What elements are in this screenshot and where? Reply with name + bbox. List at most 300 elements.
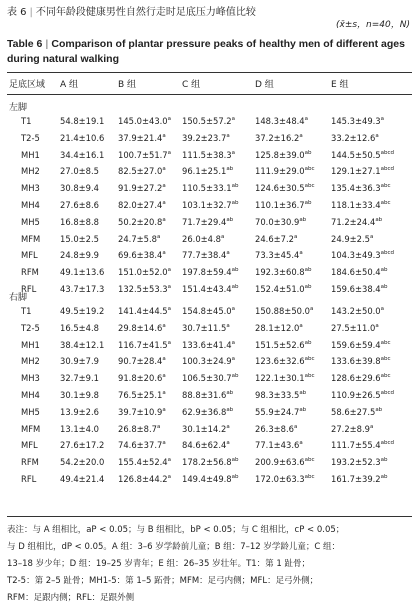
significance-superscript: a [231,149,236,156]
cell-text: 28.1±12.0 [255,322,300,333]
cell-text: 116.7±41.5 [118,339,168,350]
significance-superscript: ab [231,457,239,464]
cell-text: 91.9±27.2 [118,183,163,194]
value-cell [60,424,99,434]
cell-text: 103.1±32.7 [182,200,232,210]
value-cell [255,250,303,260]
value-cell [255,373,315,383]
significance-superscript: a [167,284,172,290]
stats-label: (x̄±s，n=40，N) [335,20,410,30]
significance-superscript: ab [375,216,383,223]
value-cell [182,234,224,244]
cell-text: 100.3±24.9 [182,356,232,367]
value-cell [118,166,166,176]
value-cell [255,440,303,450]
significance-superscript: a [162,216,166,223]
cell-text: 148.3±48.4 [255,116,305,126]
cell-text: 111.9±29.0 [255,166,305,177]
value-cell [182,166,233,176]
cell-text: 110.9±26.5 [331,390,381,400]
cell-text: RFM [21,457,39,468]
cell-text: 110.5±33.1 [182,183,232,194]
table-row [0,323,418,338]
cell-text: 88.8±31.6 [182,390,227,400]
value-cell [255,183,315,193]
value-cell [182,474,239,484]
significance-superscript: a [375,132,379,139]
region-cell [21,200,40,210]
significance-superscript: a [231,339,236,346]
cell-text: MH4 [21,200,40,210]
group-label-left-foot: 左脚 [9,103,28,113]
value-cell [60,150,104,160]
cell-text: 30.1±14.2 [182,423,227,434]
cell-text: 73.3±45.4 [255,250,300,261]
significance-superscript: ab [380,284,388,290]
value-cell [118,267,171,277]
cell-text: 151.0±52.0 [118,267,168,278]
significance-superscript: a [167,306,172,312]
cell-text: 16.8±8.8 [60,216,99,227]
significance-superscript: ab [380,267,388,274]
cell-text: 124.6±30.5 [255,183,305,194]
value-cell [331,166,394,176]
value-cell [118,424,160,434]
significance-superscript: abcd [380,250,395,257]
cell-text: MH5 [21,216,40,227]
significance-superscript: a [226,423,230,430]
value-cell [60,217,99,227]
significance-superscript: ab [231,200,239,206]
cell-text: 151.5±52.6 [255,339,305,350]
region-cell [21,340,40,350]
cell-text: 106.5±30.7 [182,373,232,384]
value-cell [182,116,235,126]
significance-superscript: a [156,423,161,430]
cell-text: 82.0±27.4 [118,200,163,210]
significance-superscript: a [162,200,166,206]
value-cell [331,217,382,227]
cell-text: 26.0±4.8 [182,233,221,244]
value-cell [182,323,230,333]
value-cell [255,166,315,176]
cell-text: MFM [21,233,41,244]
footnote-line: 表注：与 A 组相比，aP < 0.05；与 B 组相比，bP < 0.05；与 C 组相比，cP < 0.05； [7,525,345,535]
cell-text: T2-5 [21,322,40,333]
cell-text: 13.9±2.6 [60,406,99,417]
table-row [0,373,418,388]
value-cell [255,200,312,210]
region-cell [21,457,39,467]
value-cell [60,390,99,400]
value-cell [255,217,306,227]
cell-text: RFL [21,474,37,484]
cell-text: 58.6±27.5 [331,406,376,417]
value-cell [331,373,391,383]
value-cell [331,474,388,484]
value-cell [60,306,104,316]
cell-text: 74.6±37.7 [118,440,163,451]
table-row [0,217,418,232]
cell-text: 15.0±2.5 [60,233,99,244]
significance-superscript: abc [304,457,315,464]
table-row [0,356,418,371]
value-cell [331,407,382,417]
significance-superscript: a [220,233,225,240]
table-row [0,234,418,249]
title-separator: | [29,7,33,18]
value-cell [182,150,235,160]
significance-superscript: abc [380,183,391,190]
significance-superscript: ab [304,339,312,346]
value-cell [331,306,384,316]
significance-superscript: a [299,250,303,257]
table-row [0,267,418,282]
cell-text: 49.5±19.2 [60,306,105,316]
header-group-b: B 组 [118,80,137,90]
cell-text: MH3 [21,373,40,384]
cell-text: 39.2±23.7 [182,132,227,143]
value-cell [60,407,99,417]
header-group-d: D 组 [255,80,274,90]
significance-superscript: abc [380,200,391,206]
footnote-line: 13–18 岁少年；D 组：19–25 岁青年；E 组：26–35 岁壮年。T1：第 1 趾骨； [7,559,310,569]
significance-superscript: abc [304,474,315,480]
value-cell [331,356,391,366]
value-cell [60,234,99,244]
region-cell [21,440,38,450]
cell-text: 129.1±27.1 [331,166,381,177]
significance-superscript: a [162,166,166,173]
region-cell [21,183,40,193]
value-cell [182,457,239,467]
cell-text: 39.7±10.9 [118,406,163,417]
table-row [0,457,418,472]
region-cell [21,116,31,126]
cell-text: 149.4±49.8 [182,474,232,484]
value-cell [182,284,239,294]
cell-text: 77.1±43.6 [255,440,300,451]
significance-superscript: a [226,250,230,257]
value-cell [118,306,171,316]
bottom-rule [7,516,412,517]
value-cell [182,340,235,350]
significance-superscript: a [162,373,166,380]
significance-superscript: abc [380,356,391,363]
significance-superscript: a [299,132,303,139]
significance-superscript: ab [299,406,307,413]
value-cell [182,424,230,434]
cell-text: 27.2±8.9 [331,423,370,434]
value-cell [255,474,315,484]
table-row [0,116,418,131]
significance-superscript: ab [231,183,239,190]
significance-superscript: a [162,322,166,329]
table-title-en [7,37,412,67]
table-title-text-cn: 不同年龄段健康男性自然行走时足底压力峰值比较 [35,7,256,18]
cell-text: 21.4±10.6 [60,132,105,143]
value-cell [255,267,312,277]
value-cell [331,234,373,244]
significance-superscript: abcd [380,390,395,396]
cell-text: 135.4±36.3 [331,183,381,194]
cell-text: MFL [21,250,38,261]
cell-text: 96.1±25.1 [182,166,227,177]
cell-text: MH3 [21,183,40,194]
cell-text: 55.9±24.7 [255,406,300,417]
cell-text: 151.4±43.4 [182,284,232,294]
value-cell [331,133,379,143]
region-cell [21,234,40,244]
cell-text: 49.1±13.6 [60,267,105,278]
value-cell [182,200,239,210]
significance-superscript: a [167,116,172,122]
value-cell [331,116,384,126]
table-row [0,407,418,422]
significance-superscript: a [167,474,172,480]
cell-text: 50.2±20.8 [118,216,163,227]
value-cell [255,457,315,467]
region-cell [21,424,40,434]
significance-superscript: ab [231,474,239,480]
cell-text: 111.5±38.3 [182,149,232,160]
cell-text: 104.3±49.3 [331,250,381,261]
value-cell [182,250,230,260]
cell-text: MFL [21,440,38,451]
value-cell [331,250,394,260]
significance-superscript: a [369,423,374,430]
value-cell [255,133,303,143]
value-cell [60,340,104,350]
value-cell [331,440,394,450]
footnote-line: T2-5：第 2–5 趾骨；MH1-5：第 1–5 跖骨；MFM：足弓内侧；MFL：足弓外侧； [7,576,319,586]
significance-superscript: a [231,306,236,312]
region-cell [21,166,40,176]
value-cell [118,373,166,383]
cell-text: 159.6±38.4 [331,284,381,294]
value-cell [182,407,233,417]
cell-text: 84.6±62.4 [182,440,227,451]
significance-superscript: a [293,423,298,430]
cell-text: MH1 [21,339,40,350]
significance-superscript: a [162,250,166,257]
value-cell [182,356,235,366]
region-cell [21,133,40,143]
value-cell [255,323,303,333]
cell-text: 159.6±59.4 [331,339,381,350]
value-cell [118,390,166,400]
significance-superscript: abcd [380,149,395,156]
value-cell [60,267,104,277]
value-cell [331,183,391,193]
cell-text: 152.4±51.0 [255,284,305,294]
cell-text: 71.7±29.4 [182,216,227,227]
cell-text: 197.8±59.4 [182,267,232,278]
significance-superscript: a [380,306,385,312]
table-row [0,133,418,148]
significance-superscript: a [156,233,161,240]
significance-superscript: ab [380,457,388,464]
table-row [0,340,418,355]
significance-superscript: a [309,306,314,312]
cell-text: 150.5±57.2 [182,116,232,126]
table-footnote [7,522,415,607]
significance-superscript: ab [231,373,239,380]
region-cell [21,150,40,160]
table-row [0,183,418,198]
cell-text: 24.9±2.5 [331,233,370,244]
cell-text: 24.6±7.2 [255,233,294,244]
cell-text: 192.3±60.8 [255,267,305,278]
top-rule [7,72,412,73]
significance-superscript: ab [304,284,312,290]
value-cell [331,284,388,294]
significance-superscript: a [226,440,230,447]
value-cell [331,340,391,350]
cell-text: 125.8±39.0 [255,149,305,160]
significance-superscript: a [162,132,166,139]
cell-text: 54.2±20.0 [60,457,105,468]
cell-text: 38.4±12.1 [60,339,105,350]
value-cell [255,116,308,126]
significance-superscript: ab [299,390,307,396]
cell-text: 98.3±33.5 [255,390,300,400]
value-cell [255,390,306,400]
value-cell [182,440,230,450]
cell-text: 30.9±7.9 [60,356,99,367]
footnote-line: RFM：足跟内侧；RFL：足跟外侧 [7,593,135,603]
cell-text: 91.8±20.6 [118,373,163,384]
cell-text: 71.2±24.4 [331,216,376,227]
region-cell [21,407,40,417]
region-cell [21,323,40,333]
value-cell [255,356,315,366]
value-cell [331,267,388,277]
value-cell [118,116,171,126]
value-cell [60,183,99,193]
cell-text: 133.6±39.8 [331,356,381,367]
table-number-cn: 表 6 [7,7,27,18]
cell-text: 132.5±53.3 [118,284,168,294]
cell-text: MH2 [21,166,40,177]
cell-text: 32.7±9.1 [60,373,99,384]
region-cell [21,373,40,383]
significance-superscript: abc [304,356,315,363]
table-row [0,474,418,489]
table-title-text-en: Comparison of plantar pressure peaks of healthy men of different ages during natural walking [7,38,405,65]
significance-superscript: a [369,233,374,240]
value-cell [331,424,373,434]
value-cell [182,133,230,143]
cell-text: 30.8±9.4 [60,183,99,194]
significance-superscript: a [162,183,166,190]
value-cell [60,166,99,176]
cell-text: RFL [21,284,37,294]
significance-superscript: a [162,356,166,363]
cell-text: MH5 [21,406,40,417]
value-cell [118,323,166,333]
header-region: 足底区域 [9,80,46,90]
cell-text: MFM [21,423,41,434]
cell-text: 70.0±30.9 [255,216,300,227]
cell-text: T2-5 [21,132,40,143]
table-title-cn [7,3,256,18]
significance-superscript: ab [380,474,388,480]
cell-text: 144.5±50.5 [331,149,381,160]
cell-text: 26.3±8.6 [255,423,294,434]
cell-text: RFM [21,267,39,278]
value-cell [60,284,104,294]
table-row [0,250,418,265]
cell-text: 90.7±28.4 [118,356,163,367]
value-cell [60,373,99,383]
cell-text: 27.6±8.6 [60,200,99,210]
value-cell [118,457,171,467]
significance-superscript: ab [231,267,239,274]
cell-text: 76.5±25.1 [118,390,163,400]
cell-text: 24.7±5.8 [118,233,157,244]
cell-text: 27.6±17.2 [60,440,105,451]
header-rule [7,94,412,95]
region-cell [21,217,40,227]
footnote-line: 与 D 组相比，dP < 0.05。A 组：3–6 岁学龄前儿童；B 组：7–12 岁学龄儿童；C 组： [7,542,341,552]
value-cell [255,284,312,294]
significance-superscript: abc [304,373,315,380]
significance-superscript: ab [304,200,312,206]
cell-text: 128.6±29.6 [331,373,381,384]
cell-text: 200.9±63.6 [255,457,305,468]
table-row [0,390,418,405]
cell-text: MH2 [21,356,40,367]
value-cell [60,250,99,260]
cell-text: 33.2±12.6 [331,132,376,143]
cell-text: 154.8±45.0 [182,306,232,316]
value-cell [182,373,239,383]
value-cell [118,183,166,193]
value-cell [182,390,233,400]
cell-text: 62.9±36.8 [182,406,227,417]
cell-text: 110.1±36.7 [255,200,305,210]
value-cell [331,200,391,210]
region-cell [21,267,39,277]
significance-superscript: a [226,132,230,139]
cell-text: 29.8±14.6 [118,322,163,333]
cell-text: 13.1±4.0 [60,423,99,434]
table-header-row [0,77,418,95]
cell-text: 27.5±11.0 [331,322,376,333]
cell-text: 118.1±33.4 [331,200,381,210]
value-cell [118,474,171,484]
value-cell [60,440,104,450]
header-group-c: C 组 [182,80,201,90]
significance-superscript: a [167,339,172,346]
significance-superscript: a [167,267,172,274]
table-row [0,440,418,455]
cell-text: 172.0±63.3 [255,474,305,484]
title-separator-en: | [45,38,49,50]
cell-text: 82.5±27.0 [118,166,163,177]
significance-superscript: ab [226,406,234,413]
cell-text: 37.9±21.4 [118,132,163,143]
significance-superscript: ab [226,390,234,396]
significance-superscript: a [304,116,309,122]
value-cell [255,340,312,350]
value-cell [255,424,297,434]
significance-superscript: abc [380,339,391,346]
value-cell [255,306,313,316]
significance-superscript: a [226,322,230,329]
cell-text: T1 [21,116,32,126]
